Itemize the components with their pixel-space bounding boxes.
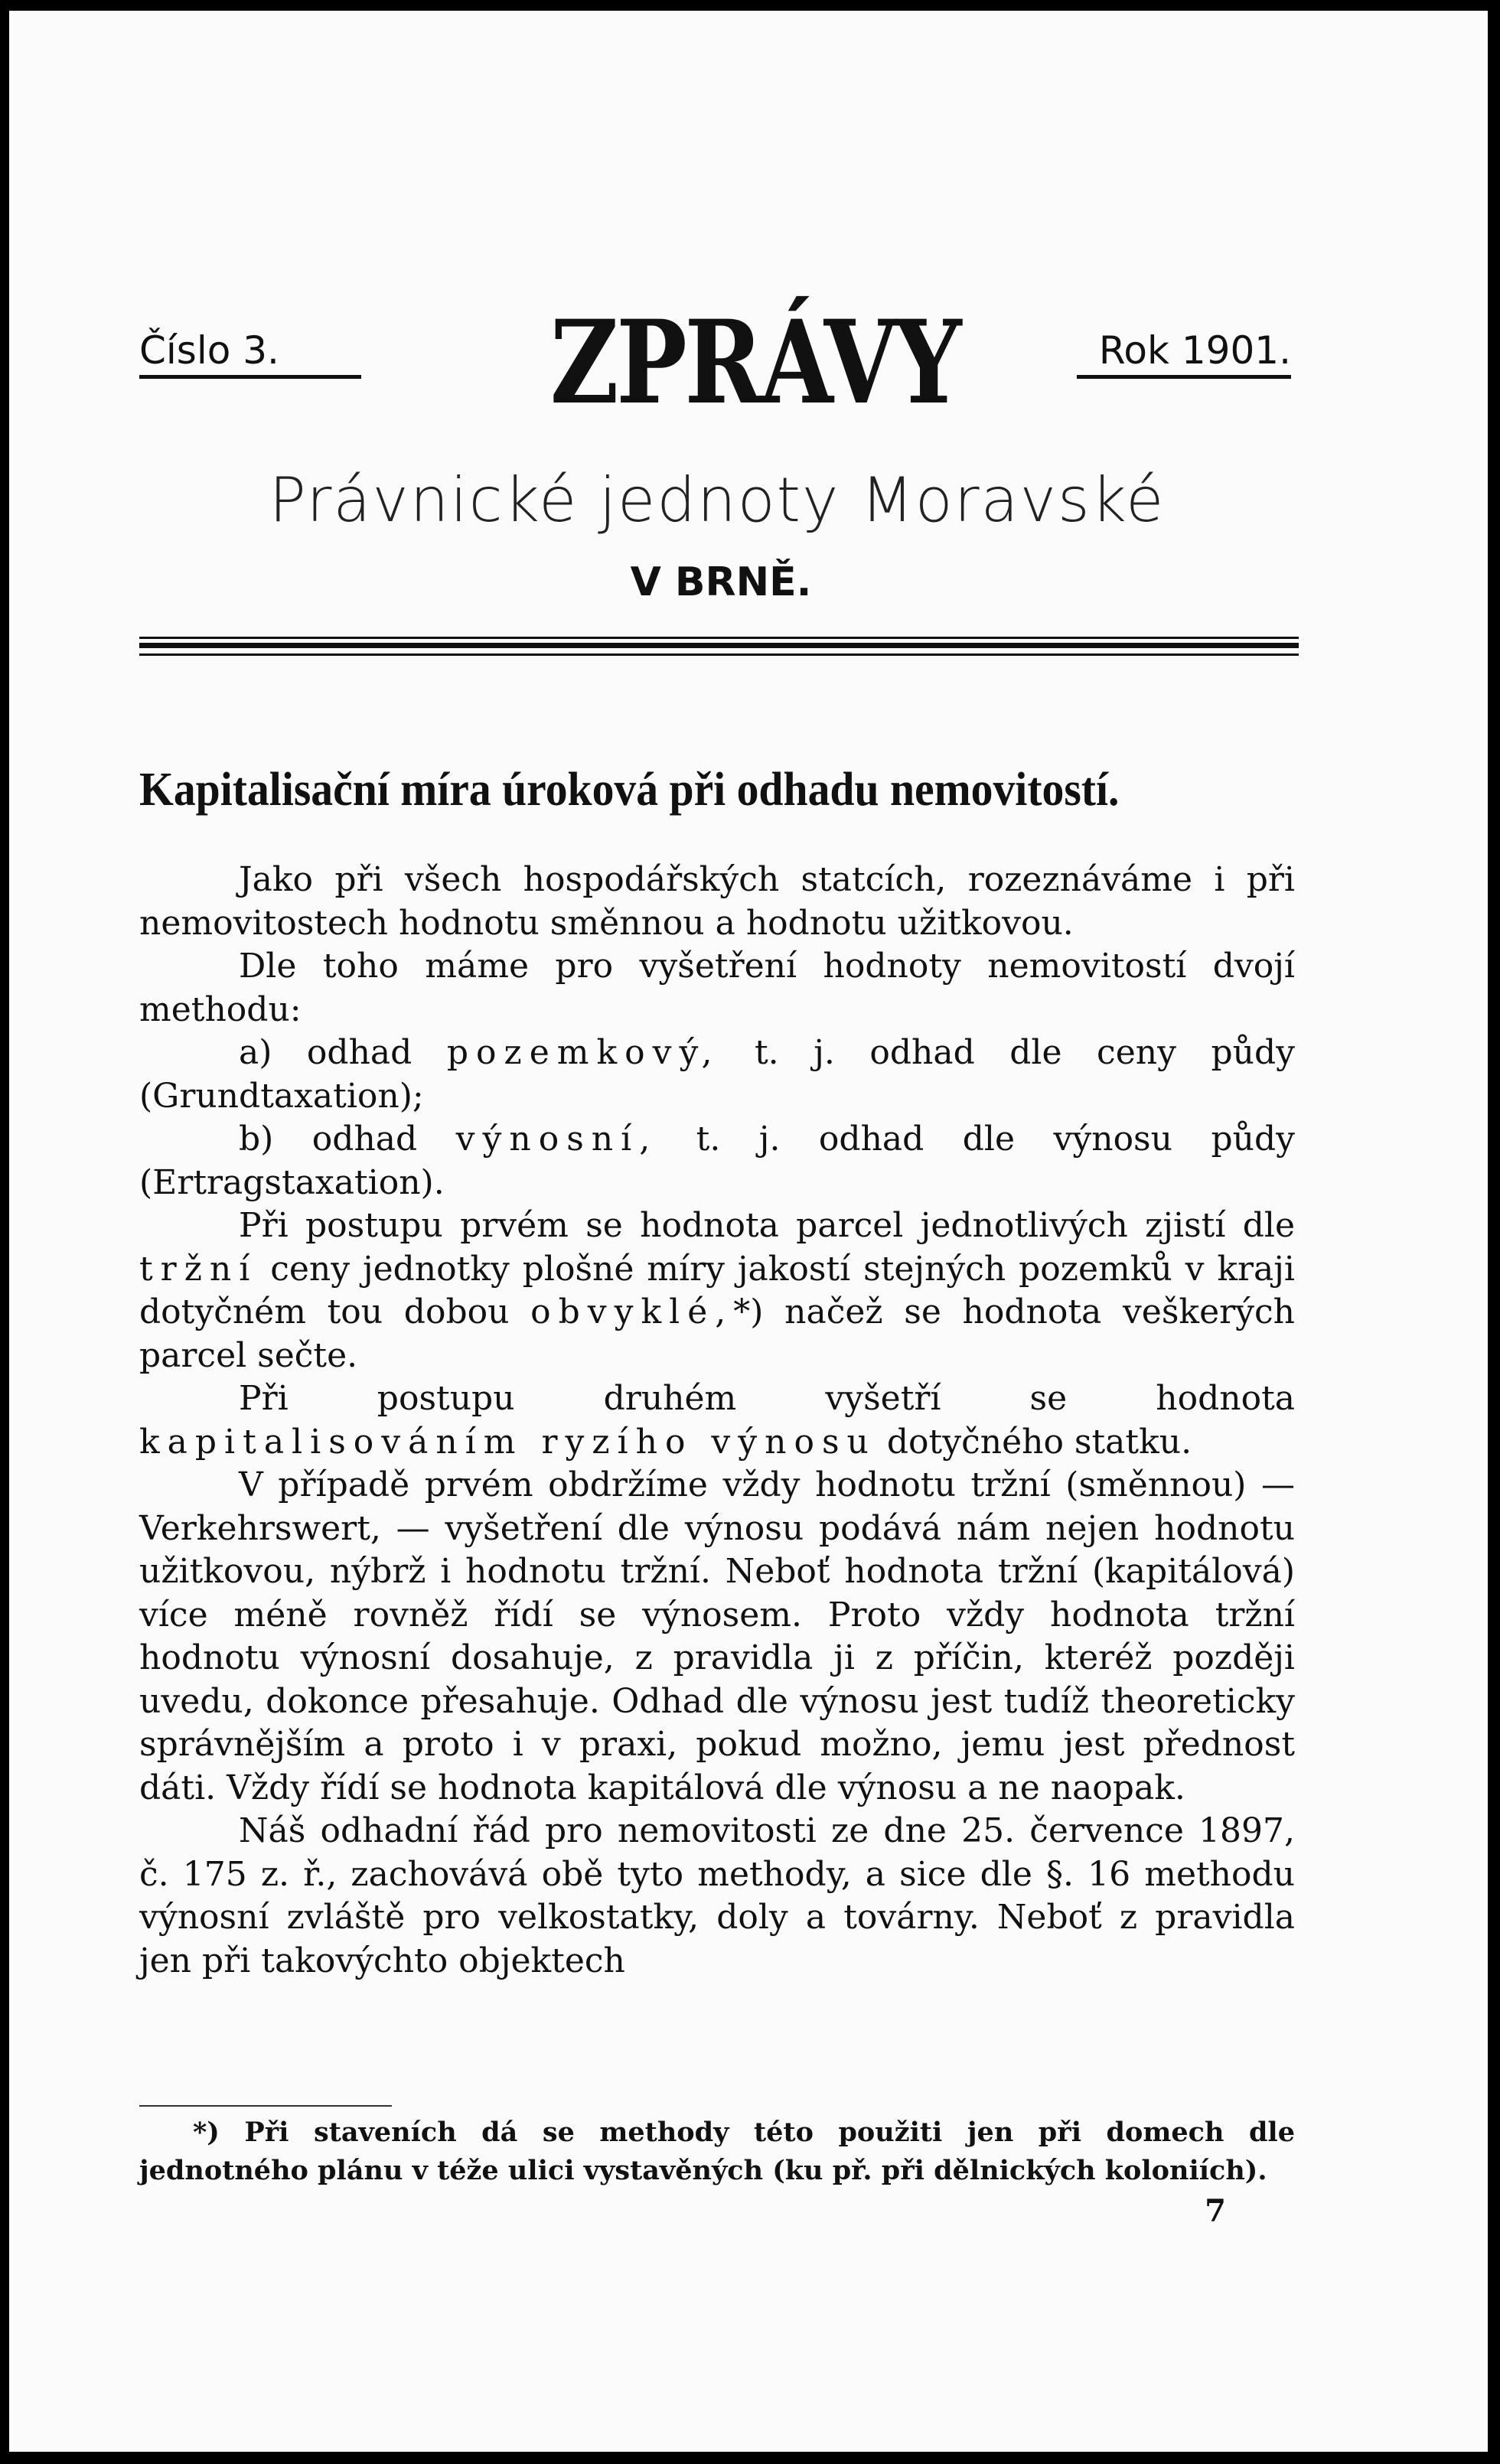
spaced-term: výnosní, (455, 1120, 658, 1159)
paragraph: Dle toho máme pro vyšetření hodnoty nemovitostí dvojí methodu: (139, 947, 1295, 1029)
divider-thin-bottom (139, 653, 1299, 656)
footnote: *) Při staveních dá se methody této použiti jen při domech dle jednotného plánu v téže ulici vystavěných (ku př. při dělnických koloniích). (139, 2117, 1295, 2186)
paragraph: Náš odhadní řád pro nemovitosti ze dne 25. července 1897, č. 175 z. ř., zachovává obě tyto methody, a sice dle §. 16 methodu výnosní zvláště pro velkostatky, doly a továrny. Neboť z pravidla jen při takovýchto objektech (139, 1811, 1295, 1980)
spaced-term: kapitalisováním ryzího výnosu (139, 1422, 876, 1462)
page-number: 7 (1205, 2193, 1226, 2229)
paragraph: V případě prvém obdržíme vždy hodnotu tržní (směnnou) — Verkehrswert, — vyšetření dle výnosu podává nám nejen hodnotu užitkovou, nýbrž i hodnotu tržní. Neboť hodnota tržní (kapitálová) více méně rovněž řídí se výnosem. Proto vždy hodnota tržní hodnotu výnosní dosahuje, z pravidla ji z příčin, kteréž později uvedu, dokonce přesahuje. Odhad dle výnosu jest tudíž theoreticky správnějším a proto i v praxi, pokud možno, jemu jest přednost dáti. Vždy řídí se hodnota kapitálová dle výnosu a ne naopak. (139, 1465, 1295, 1807)
article-body (139, 859, 1295, 1983)
divider-thick (139, 643, 1299, 648)
paragraph: Jako při všech hospodářských statcích, rozeznáváme i při nemovitostech hodnotu směnnou a hodnotu užitkovou. (139, 860, 1295, 943)
divider-thin-top (139, 637, 1299, 639)
publication-year: Rok 1901. (1077, 326, 1291, 379)
footnote-divider (139, 2105, 392, 2107)
journal-city: V BRNĚ. (630, 559, 812, 605)
document-page (9, 11, 1488, 2452)
spaced-term: pozemkový, (446, 1033, 720, 1072)
paragraph: Při postupu druhém vyšetří se hodnota kapitalisováním ryzího výnosu dotyčného statku. (139, 1379, 1295, 1462)
list-item-b: b) odhad výnosní, t. j. odhad dle výnosu půdy (Ertragstaxation). (139, 1120, 1295, 1202)
paragraph: Při postupu prvém se hodnota parcel jednotlivých zjistí dle tržní ceny jednotky plošné míry jakostí stejných pozemků v kraji dotyčném tou dobou obvyklé,*) načež se hodnota veškerých parcel sečte. (139, 1206, 1295, 1375)
spaced-term: tržní (139, 1249, 258, 1289)
journal-title: ZPRÁVY (549, 295, 960, 430)
journal-subtitle: Právnické jednoty Moravské (269, 464, 1166, 536)
issue-number: Číslo 3. (139, 326, 361, 379)
list-item-a: a) odhad pozemkový, t. j. odhad dle ceny půdy (Grundtaxation); (139, 1033, 1295, 1116)
spaced-term: obvyklé, (530, 1292, 734, 1331)
article-title: Kapitalisační míra úroková při odhadu nemovitostí. (139, 764, 1120, 816)
